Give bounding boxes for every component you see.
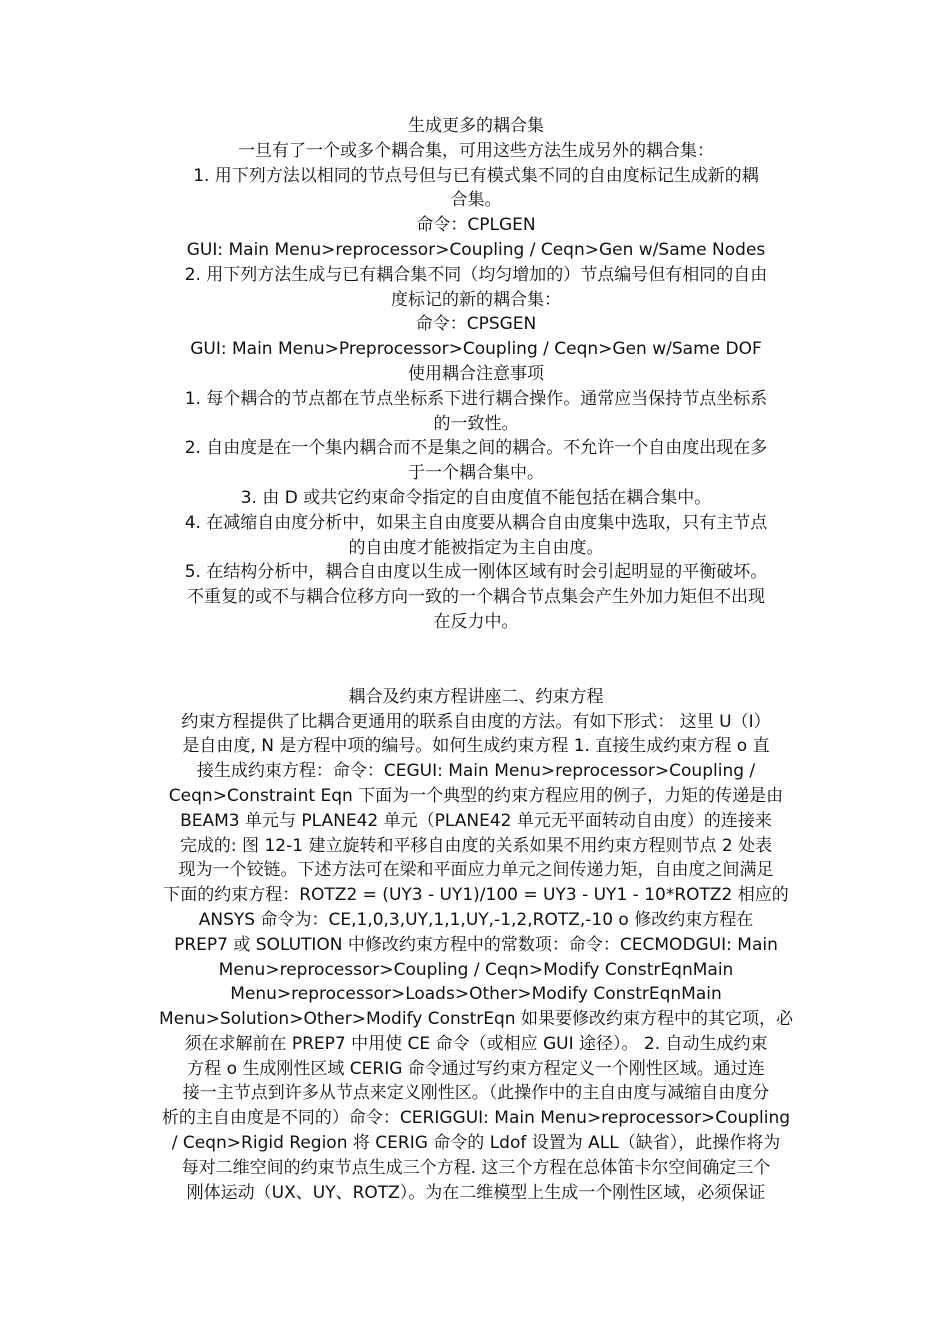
note-line: 2. 自由度是在一个集内耦合而不是集之间的耦合。不允许一个自由度出现在多 <box>184 438 768 459</box>
text-line: PREP7 或 SOLUTION 中修改约束方程中的常数项：命令：CECMODGUI: Main <box>174 934 778 955</box>
text-line: BEAM3 单元与 PLANE42 单元（PLANE42 单元无平面转动自由度）的连接来 <box>180 810 772 831</box>
text-line: / Ceqn>Rigid Region 将 CERIG 命令的 Ldof 设置为 ALL（缺省），此操作将为 <box>171 1133 781 1154</box>
text-line: 完成的: 图 12-1 建立旋转和平移自由度的关系如果不用约束方程则节点 2 处表 <box>179 835 773 856</box>
note-line: 3. 由 D 或共它约束命令指定的自由度值不能包括在耦合集中。 <box>240 487 712 508</box>
text-line: 现为一个铰链。下述方法可在梁和平面应力单元之间传递力矩，自由度之间满足 <box>178 860 774 881</box>
text-line: Menu>reprocessor>Coupling / Ceqn>Modify ConstrEqnMain <box>218 959 734 980</box>
text-line: 每对二维空间的约束节点生成三个方程. 这三个方程在总体笛卡尔空间确定三个 <box>181 1157 771 1178</box>
text-line: GUI: Main Menu>Preprocessor>Coupling / Ceqn>Gen w/Same DOF <box>190 339 762 360</box>
text-line: 接生成约束方程：命令：CEGUI: Main Menu>reprocessor>Coupling / <box>196 761 756 782</box>
text-line: 2. 用下列方法生成与已有耦合集不同（均匀增加的）节点编号但有相同的自由 <box>184 264 768 285</box>
text-line: 约束方程提供了比耦合更通用的联系自由度的方法。有如下形式： 这里 U（I） <box>181 711 771 732</box>
text-line: 须在求解前在 PREP7 中用使 CE 命令（或相应 GUI 途径）。 2. 自动生成约束 <box>184 1033 768 1054</box>
note-line: 不重复的或不与耦合位移方向一致的一个耦合节点集会产生外加力矩但不出现 <box>187 587 765 608</box>
note-line: 于一个耦合集中。 <box>408 463 544 484</box>
text-line: 是自由度, N 是方程中项的编号。如何生成约束方程 1. 直接生成约束方程 o 直 <box>182 736 770 757</box>
text-line: Ceqn>Constraint Eqn 下面为一个典型的约束方程应用的例子，力矩的传递是由 <box>168 785 784 806</box>
note-line: 5. 在结构分析中，耦合自由度以生成一刚体区域有时会引起明显的平衡破坏。 <box>184 562 768 583</box>
text-line: Menu>Solution>Other>Modify ConstrEqn 如果要修改约束方程中的其它项，必 <box>159 1009 793 1030</box>
text-line: 刚体运动（UX、UY、ROTZ）。为在二维模型上生成一个刚性区域，必须保证 <box>186 1182 766 1203</box>
document-page <box>144 114 808 1205</box>
note-line: 的自由度才能被指定为主自由度。 <box>348 537 604 558</box>
text-line: 析的主自由度是不同的）命令：CERIGGUI: Main Menu>reprocessor>Coupling <box>161 1108 791 1129</box>
text-line: 一旦有了一个或多个耦合集，可用这些方法生成另外的耦合集： <box>238 140 714 161</box>
text-line: 命令：CPLGEN <box>416 215 536 236</box>
text-line: Menu>reprocessor>Loads>Other>Modify ConstrEqnMain <box>230 984 722 1005</box>
text-line: 方程 o 生成刚性区域 CERIG 命令通过写约束方程定义一个刚性区域。通过连 <box>187 1058 765 1079</box>
text-line: GUI: Main Menu>reprocessor>Coupling / Ceqn>Gen w/Same Nodes <box>186 239 766 260</box>
text-line: 下面的约束方程：ROTZ2 = (UY3 - UY1)/100 = UY3 - UY1 - 10*ROTZ2 相应的 <box>163 885 789 906</box>
text-line: 合集。 <box>450 190 502 211</box>
text-line: 1. 用下列方法以相同的节点号但与已有模式集不同的自由度标记生成新的耦 <box>193 165 759 186</box>
text-line: 接一主节点到许多从节点来定义刚性区。（此操作中的主自由度与减缩自由度分 <box>182 1083 770 1104</box>
text-line: 度标记的新的耦合集： <box>391 289 561 310</box>
section-gap <box>144 635 808 685</box>
section-title: 耦合及约束方程讲座二、约束方程 <box>348 686 604 707</box>
note-line: 在反力中。 <box>433 611 519 632</box>
section-title: 生成更多的耦合集 <box>408 116 544 136</box>
text-line: 命令：CPSGEN <box>415 314 537 335</box>
note-line: 的一致性。 <box>433 413 519 434</box>
text-line: ANSYS 命令为：CE,1,0,3,UY,1,1,UY,-1,2,ROTZ,-10 o 修改约束方程在 <box>198 909 754 930</box>
note-line: 4. 在减缩自由度分析中，如果主自由度要从耦合自由度集中选取，只有主节点 <box>184 512 768 533</box>
note-line: 1. 每个耦合的节点都在节点坐标系下进行耦合操作。通常应当保持节点坐标系 <box>184 388 768 409</box>
notes-title: 使用耦合注意事项 <box>408 363 544 384</box>
